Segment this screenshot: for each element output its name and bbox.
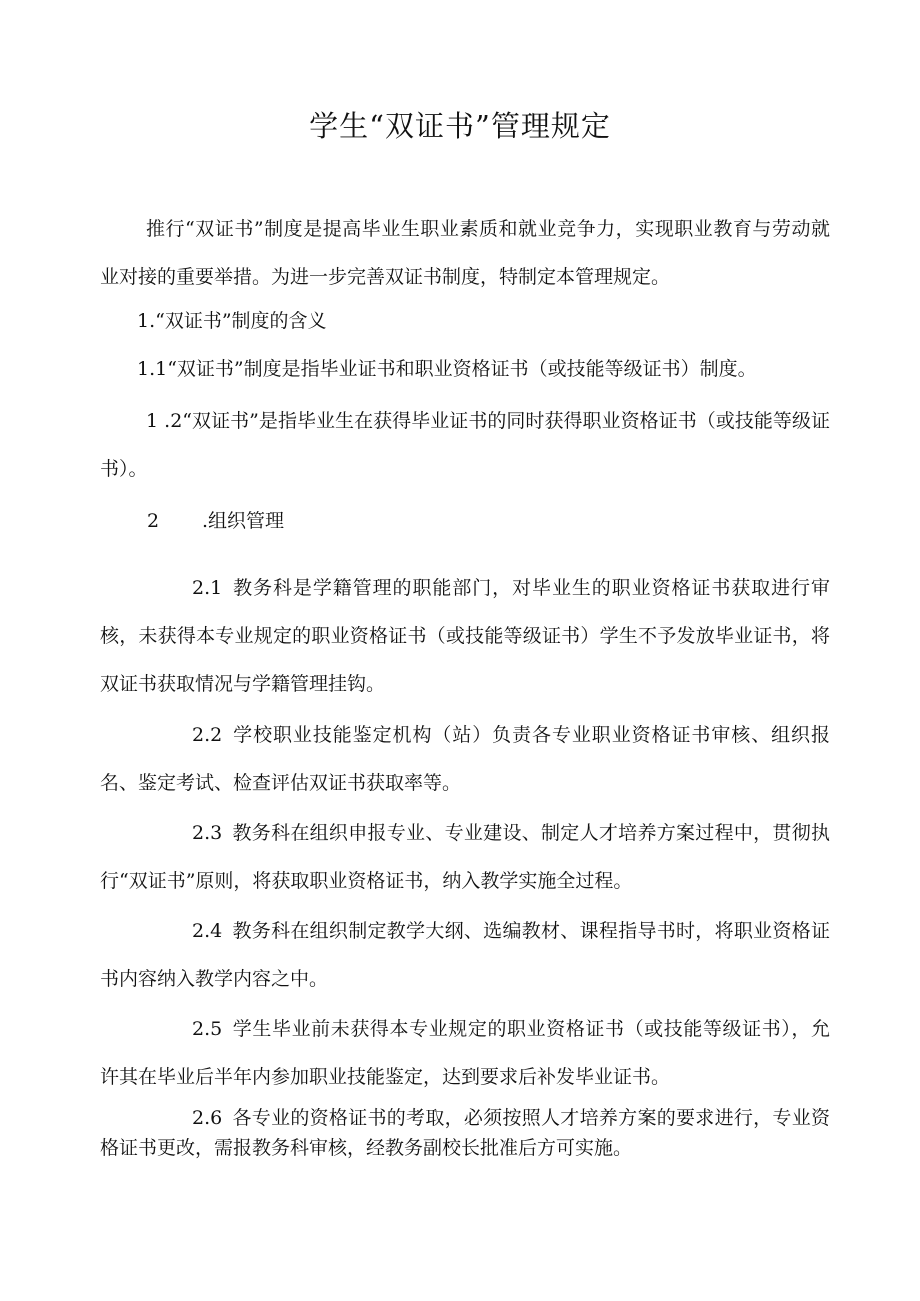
section-1-heading: 1.“双证书”制度的含义	[137, 310, 327, 332]
item-text: 学生毕业前未获得本专业规定的职业资格证书（或技能等级证书），允许其在毕业后半年内参加职业技能鉴定，达到要求后补发毕业证书。	[100, 1018, 830, 1088]
item-number: 2.4	[192, 920, 223, 942]
intro-paragraph: 推行“双证书”制度是提高毕业生职业素质和就业竞争力，实现职业教育与劳动就业对接的重要举措。为进一步完善双证书制度，特制定本管理规定。	[100, 218, 830, 288]
section-2-item-4	[100, 907, 830, 1003]
section-1-item-2: 1 .2“双证书”是指毕业生在获得毕业证书的同时获得职业资格证书（或技能等级证书）。	[100, 410, 830, 480]
section-2-number: 2	[147, 510, 160, 532]
item-text: 教务科在组织制定教学大纲、选编教材、课程指导书时，将职业资格证书内容纳入教学内容之中。	[100, 920, 830, 990]
document-title: 学生“双证书”管理规定	[309, 109, 611, 143]
section-2-item-6	[100, 1103, 830, 1163]
item-number: 2.5	[192, 1018, 223, 1040]
item-number: 2.2	[192, 724, 223, 746]
section-2-item-5	[100, 1005, 830, 1101]
section-2-heading	[147, 506, 284, 536]
section-2-title: .组织管理	[202, 510, 285, 532]
item-number: 2.1	[192, 577, 223, 599]
item-text: 教务科是学籍管理的职能部门，对毕业生的职业资格证书获取进行审核，未获得本专业规定的职业资格证书（或技能等级证书）学生不予发放毕业证书，将双证书获取情况与学籍管理挂钩。	[100, 577, 830, 695]
item-text: 各专业的资格证书的考取，必须按照人才培养方案的要求进行，专业资格证书更改，需报教务科审核，经教务副校长批准后方可实施。	[100, 1107, 830, 1159]
item-text: 教务科在组织申报专业、专业建设、制定人才培养方案过程中，贯彻执行“双证书”原则，将获取职业资格证书，纳入教学实施全过程。	[100, 822, 830, 892]
section-1-item-1: 1.1“双证书”制度是指毕业证书和职业资格证书（或技能等级证书）制度。	[137, 358, 757, 380]
section-2-item-2	[100, 711, 830, 807]
section-2-item-1	[100, 564, 830, 708]
item-text: 学校职业技能鉴定机构（站）负责各专业职业资格证书审核、组织报名、鉴定考试、检查评估双证书获取率等。	[100, 724, 830, 794]
section-2-item-3	[100, 809, 830, 905]
item-number: 2.3	[192, 822, 223, 844]
item-number: 2.6	[192, 1107, 223, 1129]
